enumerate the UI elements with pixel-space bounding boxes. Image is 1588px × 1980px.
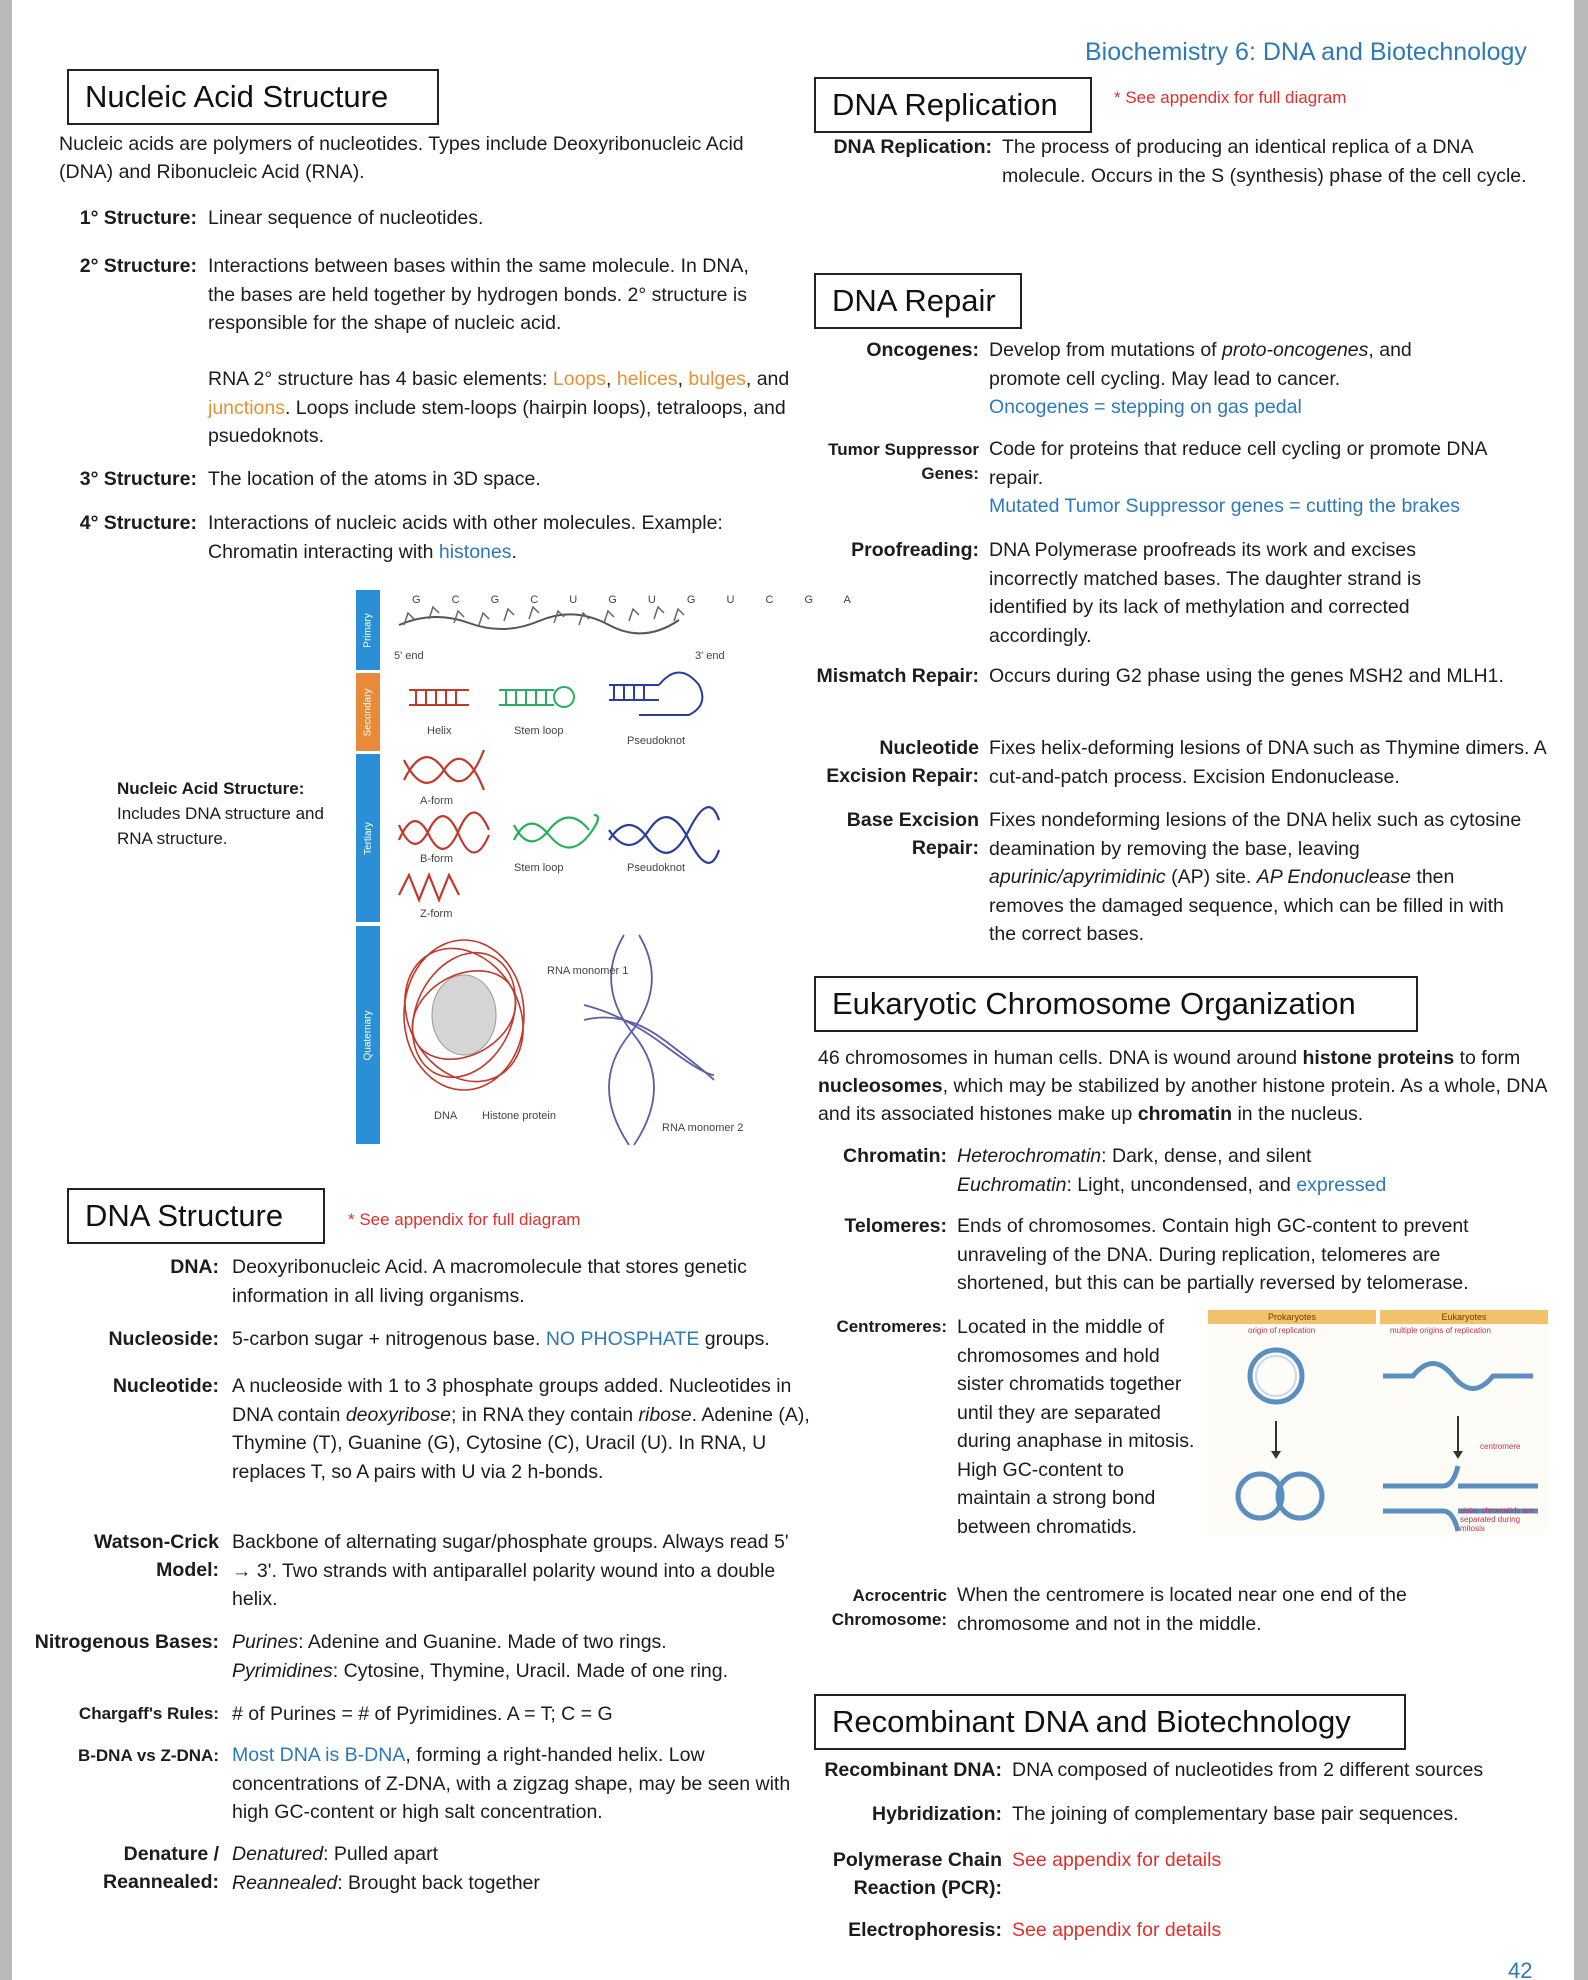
label-helix: Helix	[427, 725, 452, 737]
label-rna-monomer-2: RNA monomer 2	[662, 1122, 744, 1134]
chargaff-def: # of Purines = # of Pyrimidines. A = T; C = G	[232, 1703, 613, 1725]
denature-def: Denatured: Pulled apart Reannealed: Brought back together	[232, 1843, 540, 1894]
sister-chromatids-label: sister chromatids are separated during mitosis	[1460, 1506, 1535, 1533]
label-5-end: 5' end	[394, 650, 424, 662]
base-excision-def: Fixes nondeforming lesions of the DNA helix such as cytosine deamination by removing the base, leaving apurinic/apyrimidinic (AP) site. AP Endonuclease then removes the damaged sequence, which can be filled in with the correct bases.	[989, 809, 1522, 945]
label-sequence: G C G C U G U G U C G A	[412, 594, 865, 606]
nitrogenous-bases-label: Nitrogenous Bases:	[34, 1631, 219, 1653]
nucleotide-excision-def: Fixes helix-deforming lesions of DNA such as Thymine dimers. A cut-and-patch process. Excision Endonuclease.	[989, 737, 1546, 788]
dna-replication-label: DNA Replication:	[833, 136, 992, 158]
quaternary-structure-def: Interactions of nucleic acids with other molecules. Example: Chromatin interacting with histones.	[208, 512, 723, 563]
hybridization-label: Hybridization:	[872, 1803, 1002, 1825]
section-header-recombinant-dna: Recombinant DNA and Biotechnology	[814, 1694, 1406, 1750]
tertiary-band-label: Tertiary	[362, 821, 374, 855]
nucleotide-excision-label: Nucleotide Excision Repair:	[826, 737, 979, 787]
nucleotide-def: A nucleoside with 1 to 3 phosphate groups added. Nucleotides in DNA contain deoxyribose; in RNA they contain ribose. Adenine (A), Thymine (T), Guanine (G), Cytosine (C), Uracil (U). In RNA, U replaces T, so A pairs with U via 2 h-bonds.	[232, 1375, 810, 1483]
mismatch-repair-def: Occurs during G2 phase using the genes MSH2 and MLH1.	[989, 665, 1504, 687]
label-pseudoknot-3: Pseudoknot	[627, 862, 686, 874]
label-stem-loop-2: Stem loop	[514, 725, 564, 737]
oncogenes-label: Oncogenes:	[866, 339, 979, 361]
centromeres-label: Centromeres:	[836, 1317, 947, 1336]
centromere-label: centromere	[1480, 1442, 1521, 1451]
prokaryotes-header: Prokaryotes	[1208, 1310, 1376, 1324]
page-number: 42	[1508, 1958, 1533, 1980]
watson-crick-def: Backbone of alternating sugar/phosphate groups. Always read 5' → 3'. Two strands with antiparallel polarity wound into a double helix.	[232, 1531, 789, 1610]
telomeres-def: Ends of chromosomes. Contain high GC-content to prevent unraveling of the DNA. During replication, telomeres are shortened, but this can be partially reversed by telomerase.	[957, 1215, 1469, 1294]
nucleoside-def: 5-carbon sugar + nitrogenous base. NO PHOSPHATE groups.	[232, 1328, 770, 1350]
eukaryotes-header: Eukaryotes	[1380, 1310, 1548, 1324]
nucleoside-label: Nucleoside:	[108, 1328, 219, 1350]
secondary-structure-label: 2° Structure:	[79, 255, 197, 277]
secondary-band-label: Secondary	[362, 688, 374, 736]
course-title: Biochemistry 6: DNA and Biotechnology	[1085, 38, 1527, 66]
tertiary-structure-label: 3° Structure:	[79, 468, 197, 490]
chromatin-def: Heterochromatin: Dark, dense, and silent Euchromatin: Light, uncondensed, and expressed	[957, 1145, 1387, 1196]
mismatch-repair-label: Mismatch Repair:	[816, 665, 979, 687]
label-histone-protein: Histone protein	[482, 1110, 556, 1122]
proofreading-label: Proofreading:	[851, 539, 979, 561]
quaternary-structure-label: 4° Structure:	[79, 512, 197, 534]
replication-appendix-note: * See appendix for full diagram	[1114, 88, 1347, 107]
quaternary-band-label: Quaternary	[362, 1009, 374, 1061]
section-header-chromosome-organization: Eukaryotic Chromosome Organization	[814, 976, 1418, 1032]
section-header-dna-repair: DNA Repair	[814, 273, 1022, 329]
secondary-structure-def: Interactions between bases within the same molecule. In DNA, the bases are held together by hydrogen bonds. 2° structure is responsible for the shape of nucleic acid.	[208, 255, 749, 334]
centromeres-def: Located in the middle of chromosomes and hold sister chromatids together until they are separated during anaphase in mitosis. High GC-content to maintain a strong bond between chromatids.	[957, 1316, 1195, 1538]
dna-replication-def: The process of producing an identical replica of a DNA molecule. Occurs in the S (synthesis) phase of the cell cycle.	[1002, 136, 1527, 187]
primary-structure-def: Linear sequence of nucleotides.	[208, 207, 484, 229]
denature-label: Denature / Reannealed:	[103, 1843, 219, 1893]
telomeres-label: Telomeres:	[844, 1215, 947, 1237]
page	[12, 0, 1574, 1980]
nitrogenous-bases-def: Purines: Adenine and Guanine. Made of two rings. Pyrimidines: Cytosine, Thymine, Uracil. Made of one ring.	[232, 1631, 729, 1682]
electrophoresis-def: See appendix for details	[1012, 1919, 1222, 1941]
dna-label: DNA:	[170, 1256, 219, 1278]
rna-secondary-elements: RNA 2° structure has 4 basic elements: Loops, helices, bulges, and junctions. Loops include stem-loops (hairpin loops), tetraloops, and psuedoknots.	[208, 368, 790, 447]
chromatin-label: Chromatin:	[843, 1145, 947, 1167]
label-z-form: Z-form	[420, 908, 453, 920]
acrocentric-label: Acrocentric Chromosome:	[831, 1586, 947, 1629]
figure-caption: Nucleic Acid Structure: Includes DNA structure and RNA structure.	[117, 779, 324, 848]
recombinant-dna-def: DNA composed of nucleotides from 2 different sources	[1012, 1759, 1484, 1781]
label-dna: DNA	[434, 1110, 458, 1122]
label-rna-monomer-1: RNA monomer 1	[547, 965, 629, 977]
recombinant-dna-label: Recombinant DNA:	[824, 1759, 1002, 1781]
primary-structure-label: 1° Structure:	[79, 207, 197, 229]
acrocentric-def: When the centromere is located near one end of the chromosome and not in the middle.	[957, 1584, 1407, 1635]
pcr-label: Polymerase Chain Reaction (PCR):	[832, 1849, 1002, 1899]
primary-band-label: Primary	[362, 612, 374, 648]
base-excision-label: Base Excision Repair:	[846, 809, 979, 859]
origin-label: origin of replication	[1248, 1326, 1316, 1335]
section-header-dna-replication: DNA Replication	[814, 77, 1092, 133]
nucleotide-label: Nucleotide:	[112, 1375, 219, 1397]
chromosome-intro: 46 chromosomes in human cells. DNA is wound around histone proteins to form nucleosomes, which may be stabilized by another histone protein. As a whole, DNA and its associated histones make up chromatin in the nucleus.	[818, 1047, 1547, 1125]
oncogenes-def: Develop from mutations of proto-oncogenes, and promote cell cycling. May lead to cancer. Oncogenes = stepping on gas pedal	[989, 339, 1412, 418]
label-a-form: A-form	[420, 795, 453, 807]
label-stem-loop-3: Stem loop	[514, 862, 564, 874]
proofreading-def: DNA Polymerase proofreads its work and excises incorrectly matched bases. The daughter strand is identified by its lack of methylation and corrected accordingly.	[989, 539, 1422, 647]
pcr-def: See appendix for details	[1012, 1849, 1222, 1871]
b-dna-vs-z-dna-label: B-DNA vs Z-DNA:	[77, 1746, 219, 1765]
multiple-origins-label: multiple origins of replication	[1390, 1326, 1491, 1335]
nucleic-acid-intro: Nucleic acids are polymers of nucleotides. Types include Deoxyribonucleic Acid (DNA) and Ribonucleic Acid (RNA).	[59, 133, 744, 183]
dna-def: Deoxyribonucleic Acid. A macromolecule that stores genetic information in all living organisms.	[232, 1256, 747, 1307]
tertiary-structure-def: The location of the atoms in 3D space.	[208, 468, 541, 490]
chargaff-label: Chargaff's Rules:	[78, 1704, 219, 1723]
nucleic-acid-structure-figure	[384, 585, 749, 1150]
electrophoresis-label: Electrophoresis:	[848, 1919, 1002, 1941]
b-dna-vs-z-dna-def: Most DNA is B-DNA, forming a right-handed helix. Low concentrations of Z-DNA, with a zigzag shape, may be seen with high GC-content or high salt concentration.	[232, 1744, 791, 1823]
watson-crick-label: Watson-Crick Model:	[94, 1531, 219, 1581]
section-header-dna-structure: DNA Structure	[67, 1188, 325, 1244]
label-3-end: 3' end	[695, 650, 725, 662]
label-b-form: B-form	[420, 853, 453, 865]
section-header-nucleic-acid-structure: Nucleic Acid Structure	[67, 69, 439, 125]
tumor-suppressor-def: Code for proteins that reduce cell cycling or promote DNA repair. Mutated Tumor Suppressor genes = cutting the brakes	[989, 438, 1487, 517]
dna-structure-appendix-note: * See appendix for full diagram	[348, 1210, 581, 1229]
replication-origin-figure	[1208, 1310, 1548, 1535]
label-pseudoknot-2: Pseudoknot	[627, 735, 686, 747]
hybridization-def: The joining of complementary base pair sequences.	[1012, 1803, 1459, 1825]
tumor-suppressor-label: Tumor Suppressor Genes:	[828, 440, 979, 483]
